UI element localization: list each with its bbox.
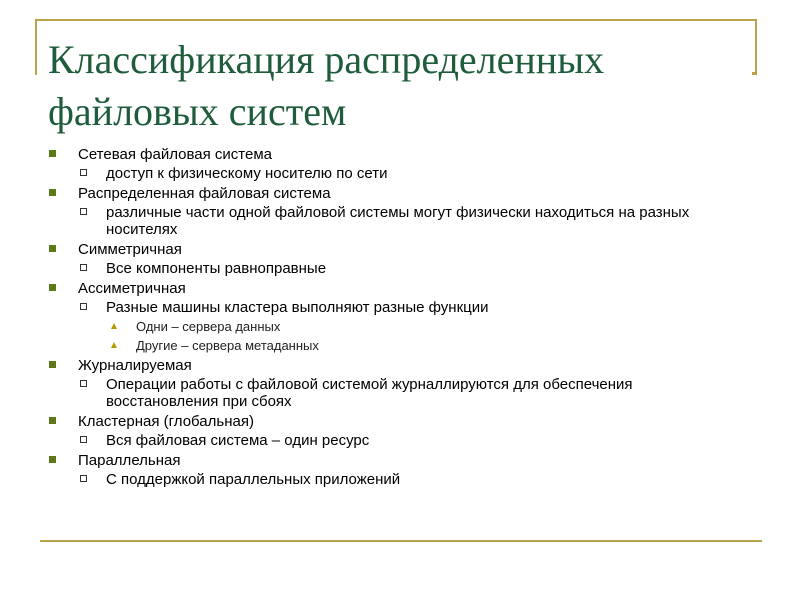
sub-list-item-label: Вся файловая система – один ресурс xyxy=(106,432,370,449)
list-item-label: Распределенная файловая система xyxy=(78,185,331,202)
square-bullet-icon xyxy=(49,284,56,291)
square-bullet-icon xyxy=(49,456,56,463)
triangle-bullet-icon xyxy=(111,342,117,348)
sub-list xyxy=(78,204,748,238)
square-bullet-icon xyxy=(49,189,56,196)
sub-list-item xyxy=(78,471,748,488)
sub-list xyxy=(78,432,748,449)
sub-list xyxy=(78,299,748,354)
list-item-label: Сетевая файловая система xyxy=(78,146,272,163)
sub-list-item-label: Операции работы с файловой системой журналлируются для обеспечения восстановления при сбоях xyxy=(106,376,633,410)
frame-left-line xyxy=(35,19,37,75)
square-bullet-icon xyxy=(49,150,56,157)
sub-list xyxy=(78,165,748,182)
list-item-label: Кластерная (глобальная) xyxy=(78,413,254,430)
frame-dot xyxy=(752,72,755,75)
hollow-square-bullet-icon xyxy=(80,169,87,176)
frame-right-line xyxy=(755,19,757,75)
sub-list xyxy=(78,471,748,488)
list-item xyxy=(48,146,748,182)
sub-list-item xyxy=(78,432,748,449)
slide-content xyxy=(48,146,748,488)
sub-list-item xyxy=(78,376,748,410)
frame-bottom-line xyxy=(40,540,762,542)
list-item-label: Симметричная xyxy=(78,241,182,258)
sub-list-item-label: различные части одной файловой системы могут физически находиться на разных носителях xyxy=(106,204,690,238)
sub-list-item xyxy=(78,260,748,277)
sub-list-item-label: С поддержкой параллельных приложений xyxy=(106,471,401,488)
frame-top-line xyxy=(35,19,757,21)
sub-sub-list-item-label: Другие – сервера метаданных xyxy=(136,338,319,353)
sub-sub-list-item-label: Одни – сервера данных xyxy=(136,319,281,334)
sub-list xyxy=(78,376,748,410)
hollow-square-bullet-icon xyxy=(80,264,87,271)
sub-list-item-label: Все компоненты равноправные xyxy=(106,260,327,277)
hollow-square-bullet-icon xyxy=(80,303,87,310)
sub-sub-list xyxy=(106,318,748,354)
slide-title: Классификация распределенных файловых систем xyxy=(48,37,605,134)
sub-list-item xyxy=(78,299,748,354)
triangle-bullet-icon xyxy=(111,323,117,329)
hollow-square-bullet-icon xyxy=(80,436,87,443)
hollow-square-bullet-icon xyxy=(80,475,87,482)
list-item xyxy=(48,452,748,488)
sub-list-item-label: доступ к физическому носителю по сети xyxy=(106,165,388,182)
square-bullet-icon xyxy=(49,417,56,424)
sub-list-item xyxy=(78,204,748,238)
sub-list-item xyxy=(78,165,748,182)
list-item-label: Ассиметричная xyxy=(78,280,186,297)
list-item xyxy=(48,241,748,277)
square-bullet-icon xyxy=(49,361,56,368)
list-item xyxy=(48,185,748,238)
sub-list xyxy=(78,260,748,277)
list-item xyxy=(48,280,748,354)
list-item xyxy=(48,357,748,410)
square-bullet-icon xyxy=(49,245,56,252)
list-item xyxy=(48,413,748,449)
sub-sub-list-item xyxy=(106,337,748,354)
hollow-square-bullet-icon xyxy=(80,208,87,215)
list-item-label: Журналируемая xyxy=(78,357,192,374)
bullet-list xyxy=(48,146,748,488)
list-item-label: Параллельная xyxy=(78,452,181,469)
sub-sub-list-item xyxy=(106,318,748,335)
sub-list-item-label: Разные машины кластера выполняют разные функции xyxy=(106,299,489,316)
hollow-square-bullet-icon xyxy=(80,380,87,387)
